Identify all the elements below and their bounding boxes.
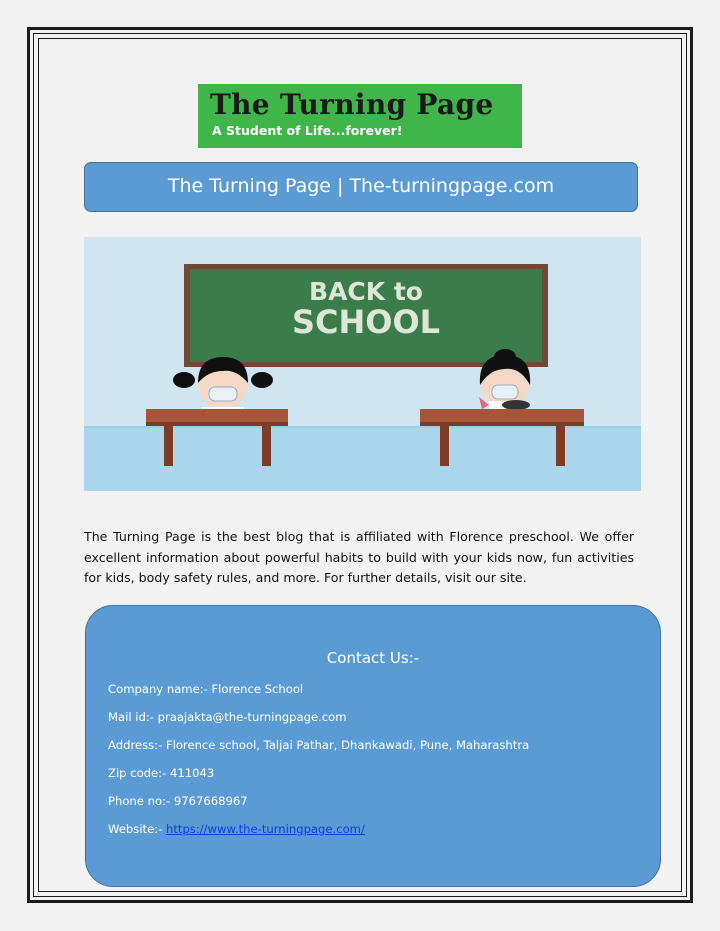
intro-paragraph: The Turning Page is the best blog that is affiliated with Florence preschool. We offer excellent information about powerful habits to build with your kids now, fun activities for kids, body safety rules, and more. For further details, visit our site. [84, 529, 634, 585]
contact-zip: Zip code:- 411043 [108, 766, 215, 780]
contact-website [108, 822, 529, 850]
board-line-1: BACK to [309, 277, 423, 306]
website-label: Website:- [108, 822, 166, 836]
back-to-school-illustration [84, 237, 641, 491]
contact-phone: Phone no:- 9767668967 [108, 794, 248, 808]
title-banner-text: The Turning Page | The-turningpage.com [167, 175, 555, 197]
contact-mail: Mail id:- praajakta@the-turningpage.com [108, 710, 347, 724]
board-line-2: SCHOOL [291, 303, 441, 341]
contact-panel [85, 605, 661, 887]
contact-heading: Contact Us:- [326, 649, 420, 667]
contact-details [108, 682, 529, 850]
title-banner [84, 162, 638, 212]
classroom-scene-graphic [84, 237, 641, 491]
logo-title: The Turning Page [210, 88, 494, 121]
contact-address: Address:- Florence school, Taljai Pathar, Dhankawadi, Pune, Maharashtra [108, 738, 530, 752]
logo-tagline: A Student of Life...forever! [212, 123, 403, 138]
turning-page-logo [198, 84, 522, 148]
website-link[interactable]: https://www.the-turningpage.com/ [166, 822, 365, 836]
contact-company: Company name:- Florence School [108, 682, 304, 696]
